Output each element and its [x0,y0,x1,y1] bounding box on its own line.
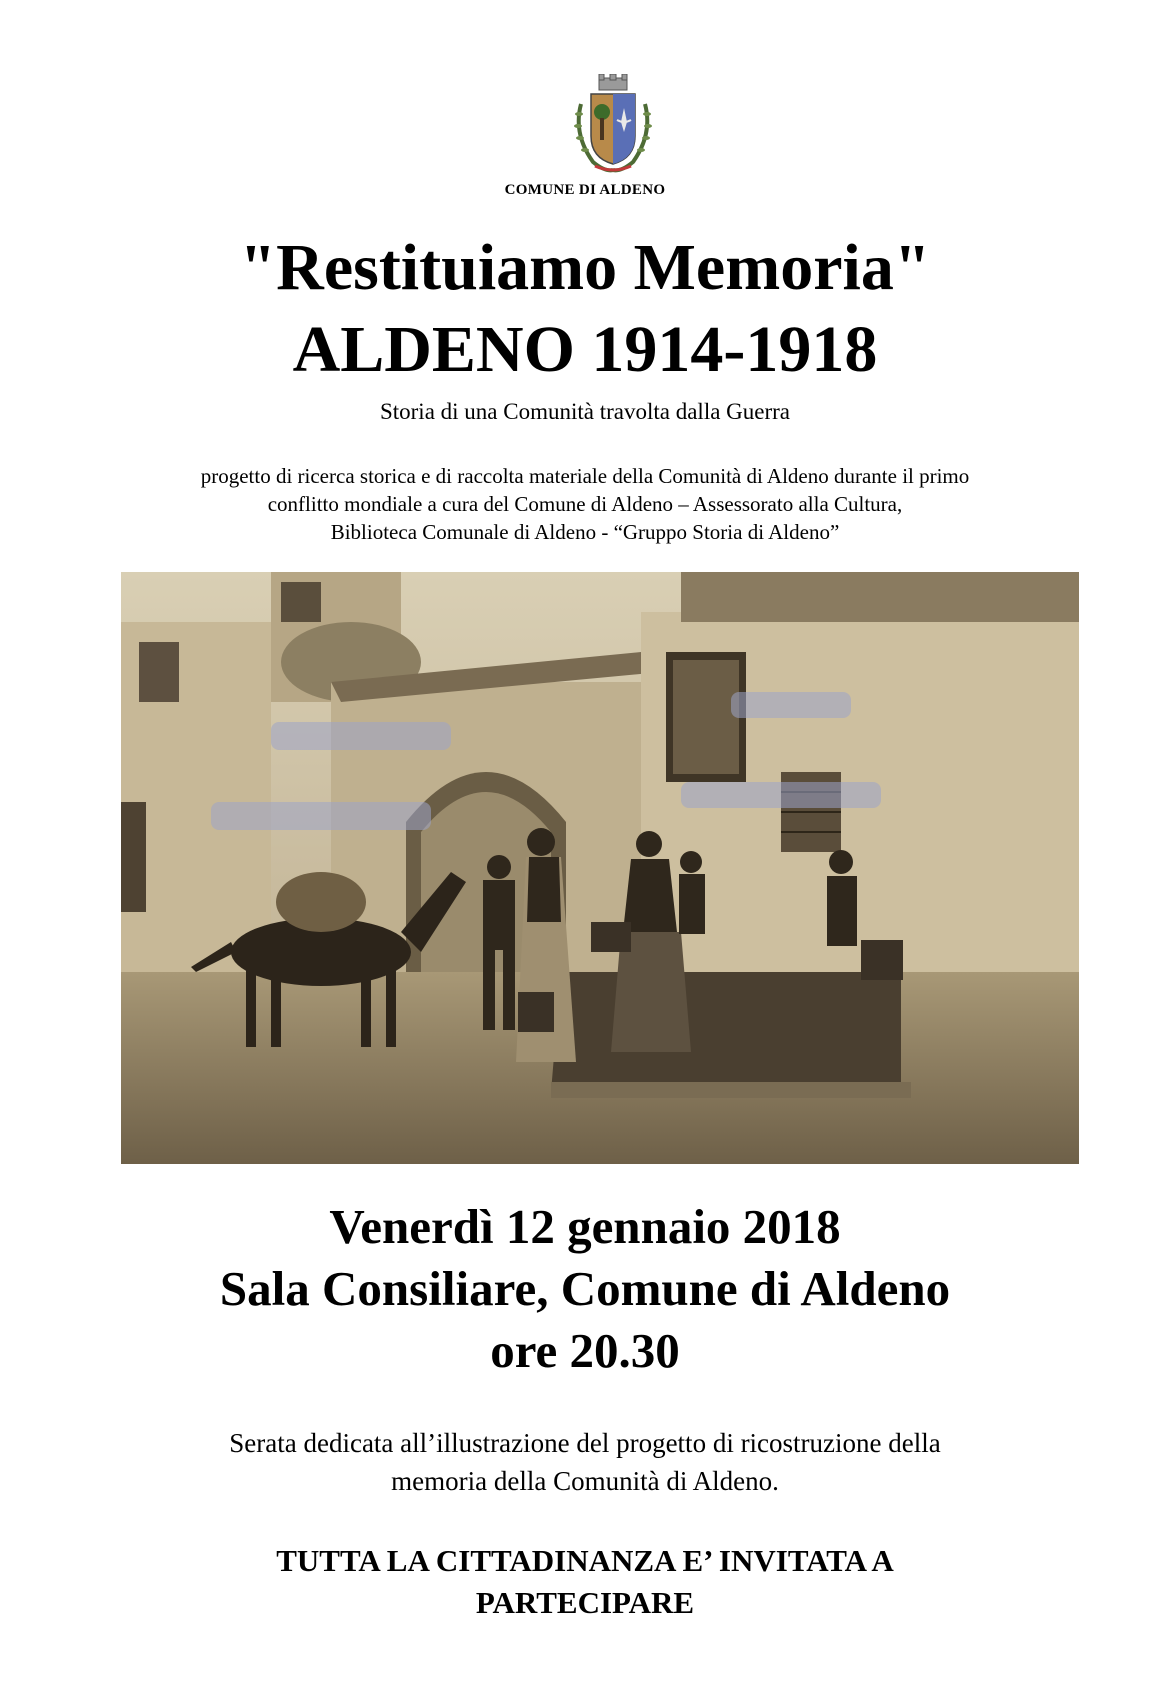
invitation-line: PARTECIPARE [475,1585,695,1620]
poster-title-years: ALDENO 1914-1918 [292,313,878,386]
event-description [0,1424,1170,1500]
event-date: Venerdì 12 gennaio 2018 [329,1199,841,1254]
event-description-line: Serata dedicata all’illustrazione del progetto di ricostruzione della [229,1428,941,1458]
invitation-text [0,1540,1170,1624]
description-line: progetto di ricerca storica e di raccolta materiale della Comunità di Aldeno durante il primo [200,464,970,488]
coat-of-arms-emblem [571,74,655,180]
historic-photograph [121,572,1079,1164]
description-line: Biblioteca Comunale di Aldeno - “Gruppo Storia di Aldeno” [330,520,840,544]
poster-subtitle: Storia di una Comunità travolta dalla Guerra [379,399,791,424]
poster-title: "Restituiamo Memoria" [239,231,931,304]
event-venue: Sala Consiliare, Comune di Aldeno [219,1261,951,1316]
event-time: ore 20.30 [490,1323,680,1378]
event-details [0,1196,1170,1382]
project-description [0,462,1170,546]
description-line: conflitto mondiale a cura del Comune di Aldeno – Assessorato alla Cultura, [267,492,903,516]
invitation-line: TUTTA LA CITTADINANZA E’ INVITATA A [276,1543,894,1578]
event-description-line: memoria della Comunità di Aldeno. [391,1466,779,1496]
municipality-name: COMUNE DI ALDENO [504,182,666,198]
